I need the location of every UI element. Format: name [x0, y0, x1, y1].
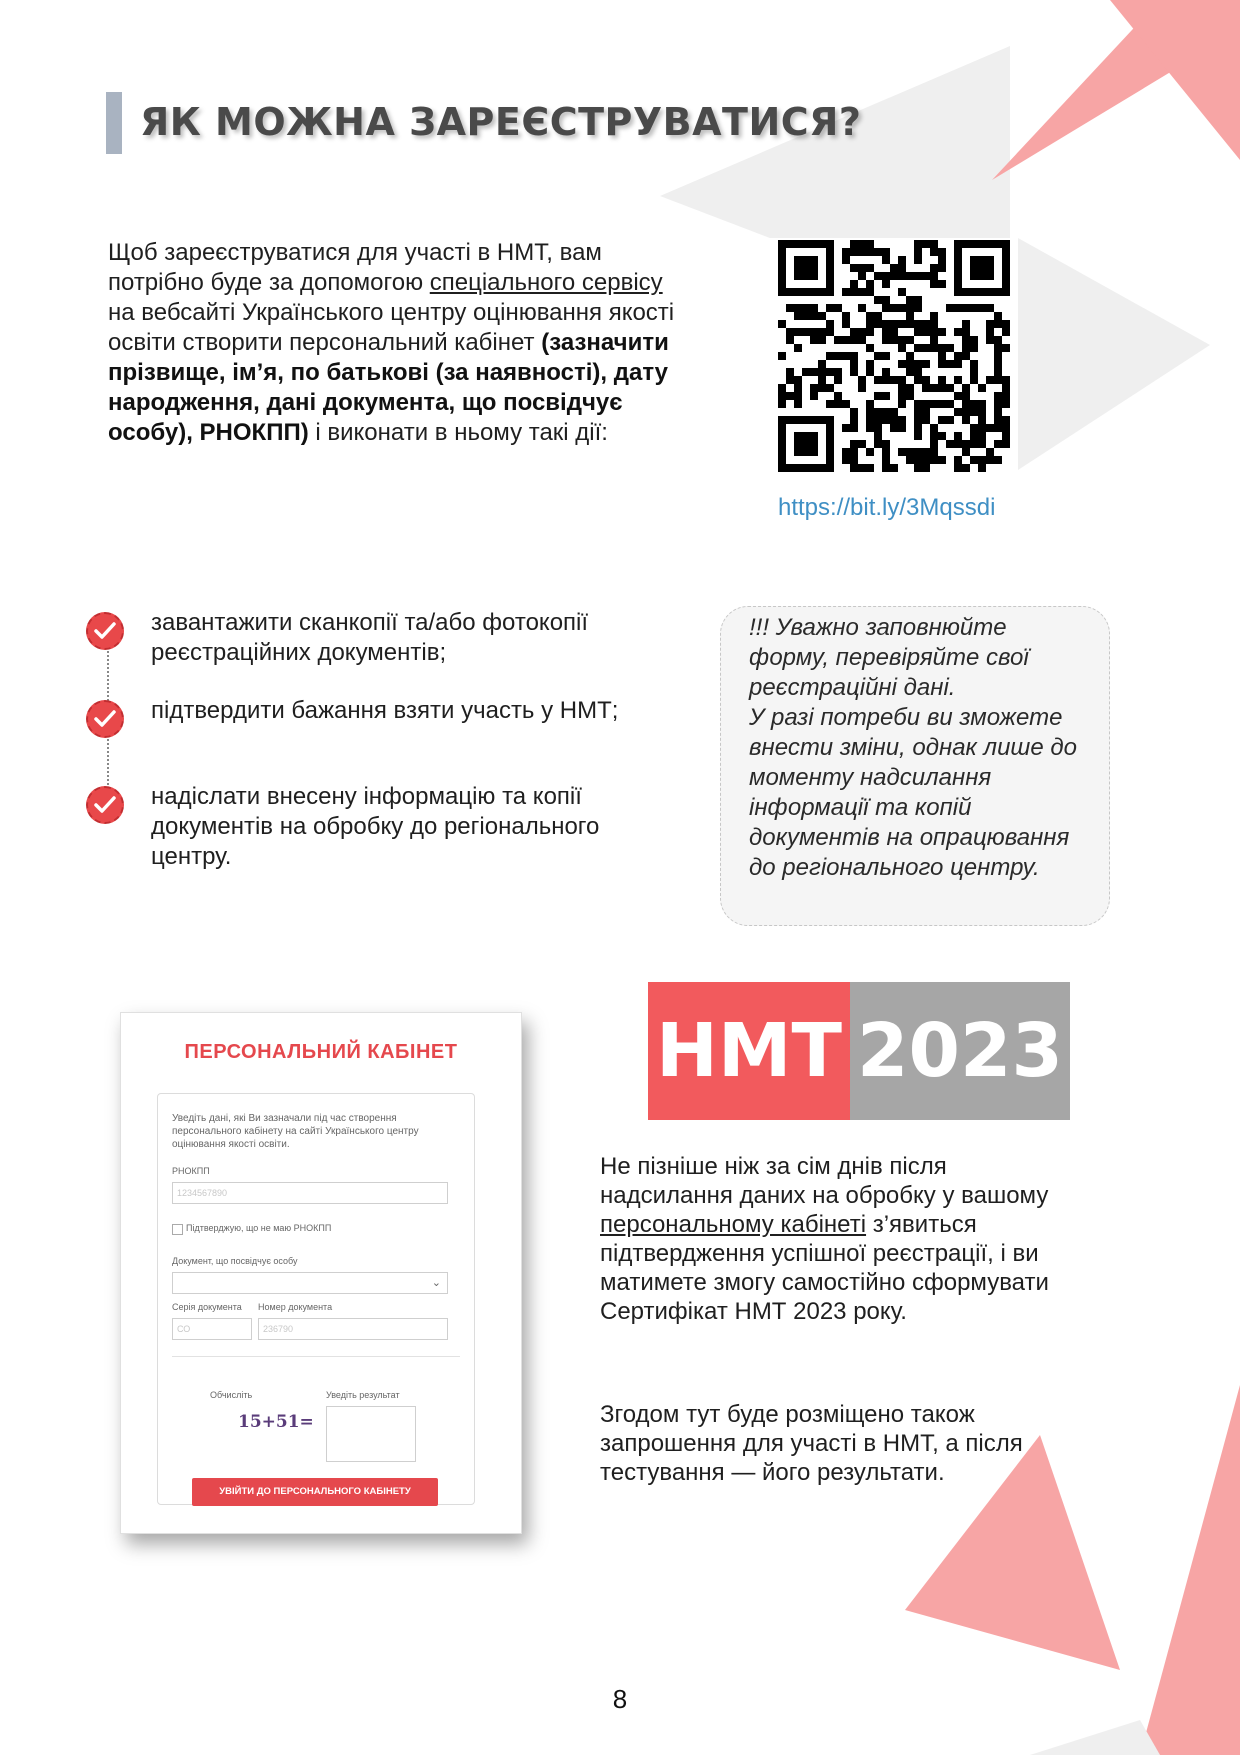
qr-code-image	[770, 238, 1018, 474]
step-text: завантажити сканкопії та/або фотокопії реєстраційних документів;	[151, 609, 589, 666]
rnokpp-label: РНОКПП	[172, 1166, 210, 1176]
warning-note	[720, 606, 1110, 926]
confirmation-text-1: Не пізніше ніж за сім днів після надсилання даних на обробку у вашому	[600, 1153, 1049, 1209]
confirmation-text-2: з’явиться підтвердження успішної реєстрації, і ви матимете змогу самостійно сформувати Сертифікат НМТ 2023 року.	[600, 1211, 1049, 1325]
banner-year-text: 2023	[857, 1008, 1063, 1094]
banner-year	[850, 982, 1070, 1120]
login-instructions: Уведіть дані, які Ви зазначали під час створення персонального кабінету на сайті Українського центру оцінювання якості освіти.	[172, 1113, 419, 1150]
check-icon	[86, 786, 124, 824]
document-select[interactable]	[172, 1272, 448, 1294]
login-form-card	[157, 1093, 475, 1505]
captcha-result-input[interactable]	[326, 1406, 416, 1462]
personal-cabinet-screenshot	[120, 1012, 522, 1534]
intro-text-2: на вебсайті Українського центру оцінювання якості освіти створити персональний кабінет	[108, 299, 675, 356]
calc-label: Обчисліть	[210, 1390, 253, 1400]
special-service-link[interactable]: спеціального сервісу	[429, 269, 663, 296]
page-title: ЯК МОЖНА ЗАРЕЄСТРУВАТИСЯ?	[140, 100, 862, 144]
intro-text-3: і виконати в ньому такі дії:	[308, 419, 608, 446]
intro-required-data: (зазначити прізвище, ім’я, по батькові (за наявності), дату народження, дані документа, що посвідчує особу), РНОКПП)	[108, 329, 669, 446]
no-rnokpp-checkbox[interactable]	[172, 1224, 183, 1235]
series-input[interactable]: СО	[172, 1318, 252, 1340]
document-label: Документ, що посвідчує особу	[172, 1256, 298, 1266]
doc-number-input[interactable]: 236790	[258, 1318, 448, 1340]
banner-nmt	[648, 982, 850, 1120]
title-accent-bar	[106, 92, 122, 154]
form-divider	[172, 1356, 460, 1357]
page-number: 8	[612, 1684, 628, 1714]
intro-text-1: Щоб зареєструватися для участі в НМТ, вам потрібно буде за допомогою	[108, 239, 602, 296]
screenshot-title: ПЕРСОНАЛЬНИЙ КАБІНЕТ	[184, 1041, 458, 1063]
result-label: Уведіть результат	[326, 1390, 400, 1400]
banner-nmt-text: НМТ	[655, 1008, 843, 1094]
step-text: підтвердити бажання взяти участь у НМТ;	[151, 697, 619, 724]
check-icon	[86, 612, 124, 650]
confirmation-paragraph	[600, 1152, 1070, 1326]
invitation-paragraph: Згодом тут буде розміщено також запрошення для участі в НМТ, а після тестування — його результати.	[600, 1401, 1023, 1486]
personal-cabinet-link[interactable]: персональному кабінеті	[600, 1211, 867, 1238]
rnokpp-input[interactable]: 1234567890	[172, 1182, 448, 1204]
no-rnokpp-label: Підтверджую, що не маю РНОКПП	[186, 1223, 332, 1233]
qr-code[interactable]	[770, 238, 1018, 474]
chevron-down-icon: ⌄	[431, 1277, 441, 1289]
check-icon	[86, 700, 124, 738]
warning-note-text: !!! Уважно заповнюйте форму, перевіряйте свої реєстраційні дані. У разі потреби ви зможете внести зміни, однак лише до моменту надсилання інформації та копій документів на опрацювання до регіонального центру.	[749, 614, 1077, 881]
captcha-image: 15+51=	[238, 1412, 314, 1432]
qr-short-link[interactable]: https://bit.ly/3Mqssdi	[778, 494, 996, 521]
doc-number-label: Номер документа	[258, 1302, 333, 1312]
series-label: Серія документа	[172, 1302, 242, 1312]
step-text: надіслати внесену інформацію та копії документів на обробку до регіонального центру.	[151, 783, 600, 870]
login-button[interactable]: УВІЙТИ ДО ПЕРСОНАЛЬНОГО КАБІНЕТУ	[192, 1478, 438, 1506]
intro-paragraph	[108, 238, 688, 448]
